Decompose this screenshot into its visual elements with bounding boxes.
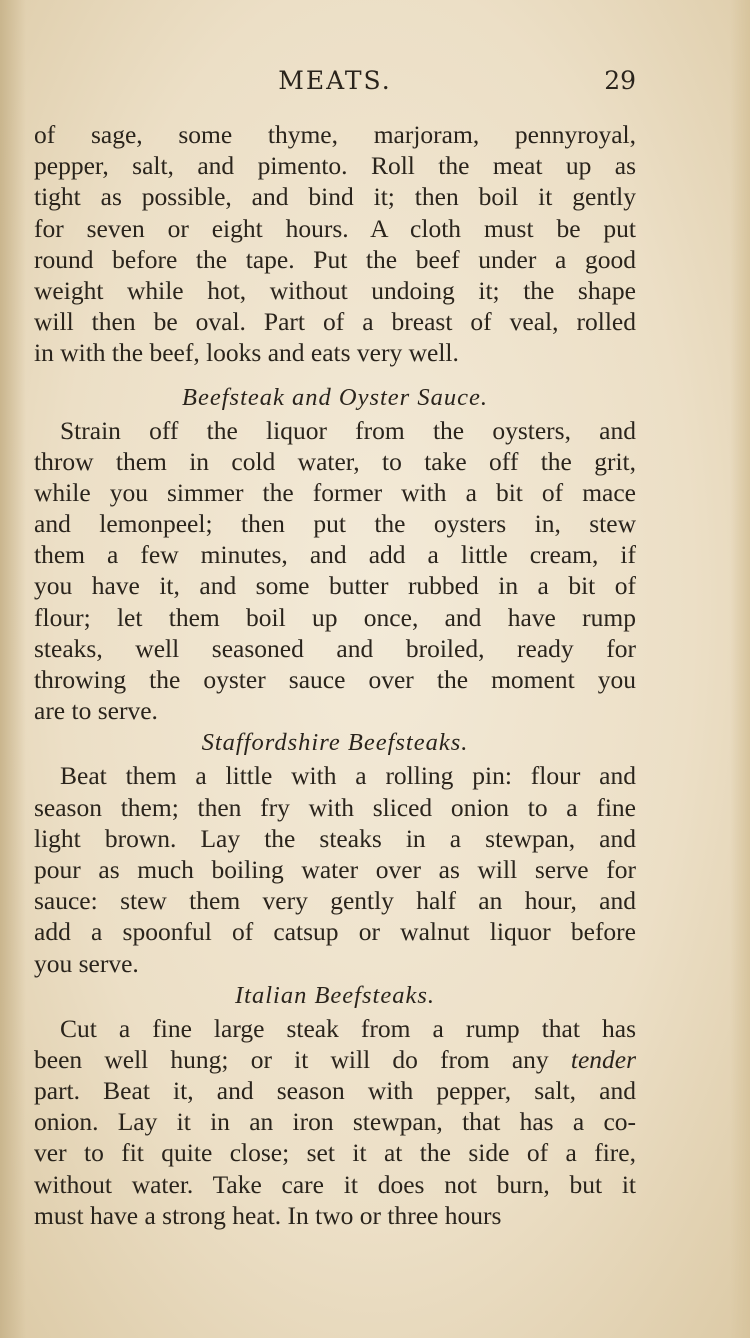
text-line: for seven or eight hours. A cloth must be put: [34, 213, 636, 243]
text-line: you have it, and some butter rubbed in a bit of: [34, 571, 636, 601]
text-line: throwing the oyster sauce over the moment you: [34, 665, 636, 694]
text-line: must have a strong heat. In two or three hours: [34, 1200, 502, 1230]
text-line: part. Beat it, and season with pepper, salt, and: [34, 1076, 636, 1106]
text-line: in with the beef, looks and eats very well.: [34, 338, 459, 368]
text-line: add a spoonful of catsup or walnut liquor before: [34, 917, 636, 947]
text-line: pour as much boiling water over as will serve for: [34, 854, 636, 884]
text-line: them a few minutes, and add a little cream, if: [34, 540, 636, 570]
text-line: of sage, some thyme, marjoram, pennyroyal,: [34, 120, 636, 149]
text-line: Beat them a little with a rolling pin: flour and: [60, 761, 636, 791]
page-header: [34, 66, 636, 106]
text-line: weight while hot, without undoing it; the shape: [34, 275, 636, 305]
text-line: onion. Lay it in an iron stewpan, that has a co-: [34, 1107, 636, 1137]
italic-word: tender: [570, 1044, 636, 1074]
paragraph-continued: [34, 119, 636, 369]
text-line: sauce: stew them very gently half an hour, and: [34, 886, 636, 916]
text-line: steaks, well seasoned and broiled, ready for: [34, 633, 636, 663]
page-text: [34, 119, 636, 1231]
page-edge-shadow-right: [730, 0, 750, 1338]
recipe-paragraph: [34, 760, 636, 978]
spacer: [34, 369, 636, 381]
recipe-paragraph: [34, 1013, 636, 1231]
text-line: season them; then fry with sliced onion to a fine: [34, 792, 636, 822]
text-line: are to serve.: [34, 696, 158, 726]
text-line: light brown. Lay the steaks in a stewpan, and: [34, 823, 636, 853]
running-head: MEATS.: [278, 66, 392, 95]
recipe-heading-beefsteak-oyster-sauce: Beefsteak and Oyster Sauce.: [182, 383, 488, 411]
text-line: throw them in cold water, to take off the grit,: [34, 446, 636, 476]
text-line: without water. Take care it does not burn, but it: [34, 1169, 636, 1199]
text-line: and lemonpeel; then put the oysters in, stew: [34, 509, 636, 539]
recipe-paragraph: [34, 415, 636, 727]
text-line: flour; let them boil up once, and have rump: [34, 602, 636, 632]
text-line: tight as possible, and bind it; then boil it gently: [34, 182, 636, 212]
recipe-heading-italian-beefsteaks: Italian Beefsteaks.: [235, 981, 435, 1009]
text-line: Strain off the liquor from the oysters, and: [60, 415, 636, 445]
text-line: round before the tape. Put the beef under a good: [34, 244, 636, 274]
text-line: while you simmer the former with a bit of mace: [34, 477, 636, 507]
text-line: pepper, salt, and pimento. Roll the meat up as: [34, 151, 636, 181]
text-span: been well hung; or it will do from any: [34, 1044, 549, 1074]
page-edge-shadow-left: [0, 0, 26, 1338]
text-line: [34, 1044, 636, 1075]
page-number: 29: [604, 66, 636, 95]
text-line: will then be oval. Part of a breast of veal, rolled: [34, 307, 636, 337]
text-line: Cut a fine large steak from a rump that has: [60, 1013, 636, 1043]
text-line: you serve.: [34, 948, 139, 978]
text-line: ver to fit quite close; set it at the side of a fire,: [34, 1138, 636, 1168]
recipe-heading-staffordshire-beefsteaks: Staffordshire Beefsteaks.: [201, 729, 469, 757]
